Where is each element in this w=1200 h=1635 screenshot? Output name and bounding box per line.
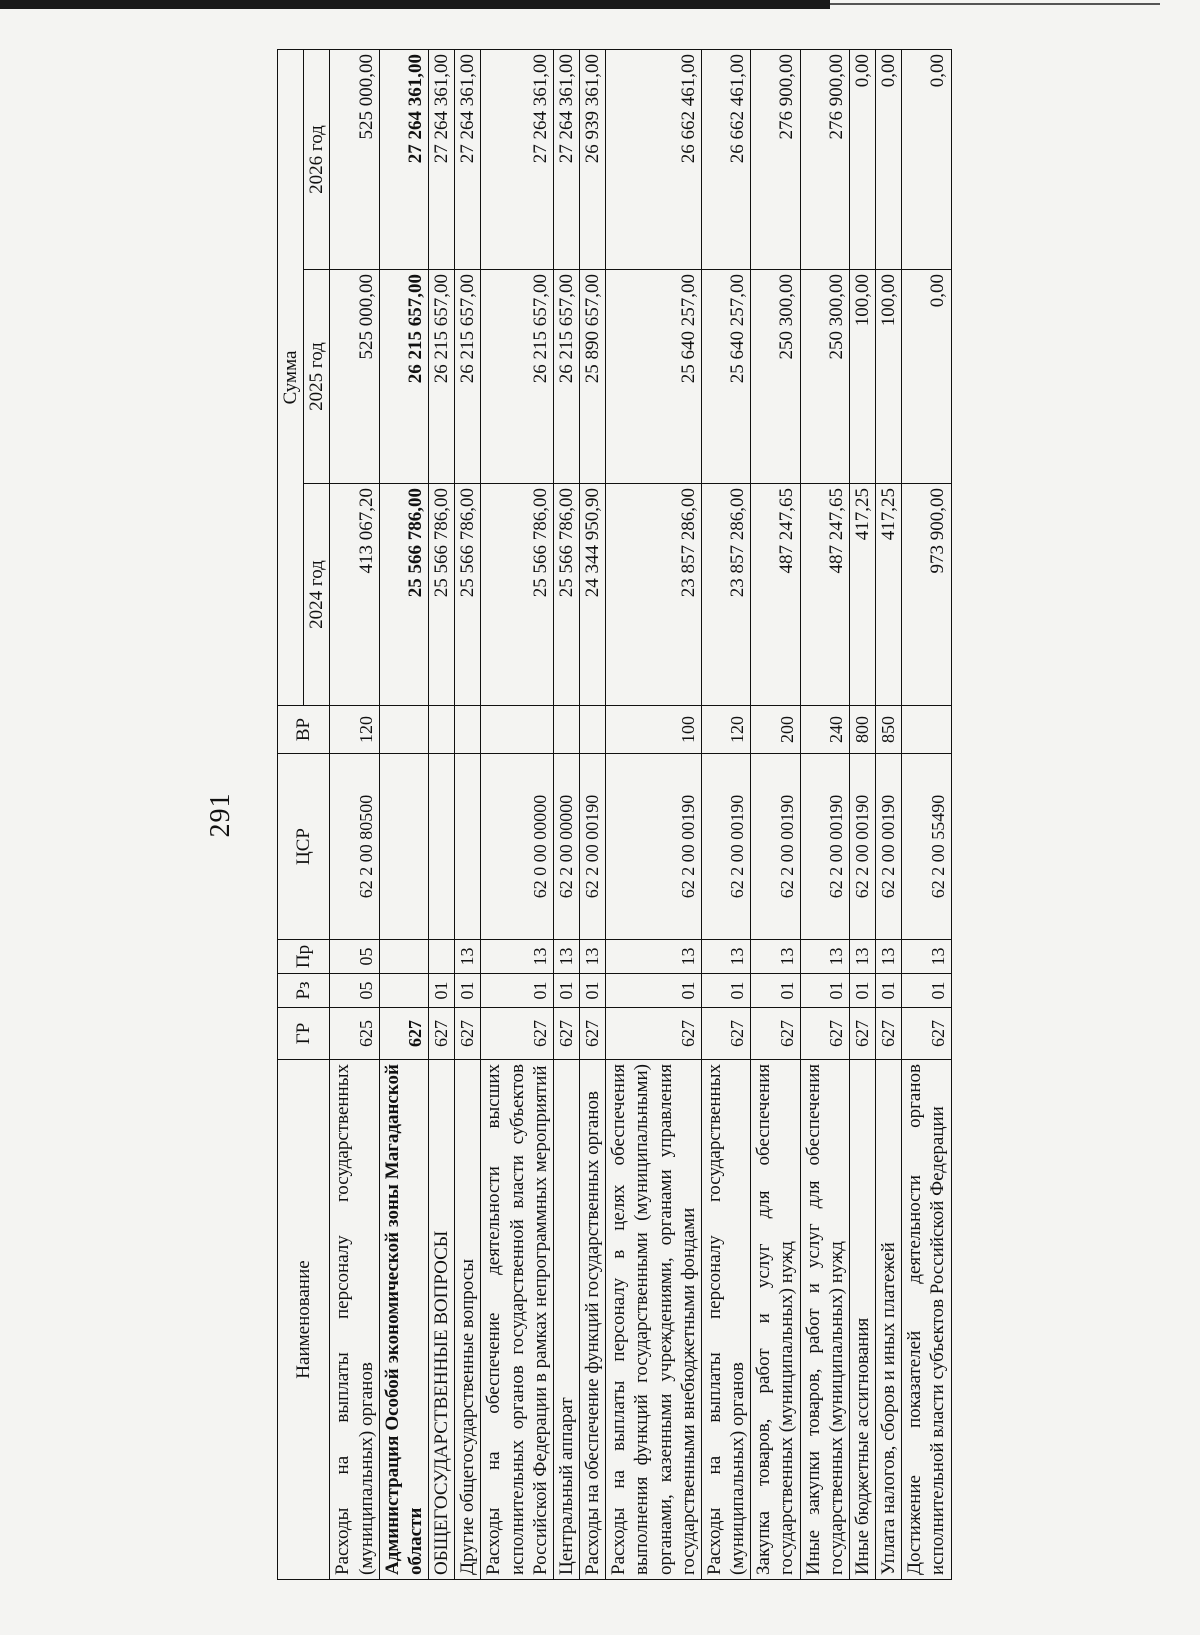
cell-rz: 01 <box>481 974 554 1008</box>
cell-2025: 26 215 657,00 <box>481 270 554 484</box>
cell-2024: 417,25 <box>876 484 902 706</box>
cell-name: Другие общегосударственные вопросы <box>455 1060 481 1580</box>
cell-pr <box>379 940 428 974</box>
cell-2025: 26 215 657,00 <box>429 270 455 484</box>
col-header-rz: Рз <box>278 974 330 1008</box>
table-row <box>481 50 554 1580</box>
col-header-sum: Сумма <box>278 50 304 706</box>
cell-name: Закупка товаров, работ и услуг для обеспечения государственных (муниципальных) нужд <box>751 1060 800 1580</box>
cell-vr <box>429 706 455 754</box>
cell-gr: 627 <box>553 1008 579 1060</box>
cell-gr: 627 <box>902 1008 951 1060</box>
cell-pr: 13 <box>849 940 875 974</box>
cell-2024: 25 566 786,00 <box>481 484 554 706</box>
cell-pr: 13 <box>800 940 849 974</box>
cell-2026: 276 900,00 <box>800 50 849 270</box>
cell-name: Расходы на выплаты персоналу государственных (муниципальных) органов <box>701 1060 750 1580</box>
cell-2024: 25 566 786,00 <box>553 484 579 706</box>
cell-name: Достижение показателей деятельности органов исполнительной власти субъектов Российской Федерации <box>902 1060 951 1580</box>
cell-2025: 26 215 657,00 <box>455 270 481 484</box>
cell-rz: 01 <box>849 974 875 1008</box>
cell-csr: 62 2 00 00190 <box>876 754 902 940</box>
table-row <box>751 50 800 1580</box>
col-header-pr: Пр <box>278 940 330 974</box>
table-row <box>455 50 481 1580</box>
cell-2024: 413 067,20 <box>330 484 379 706</box>
cell-rz: 01 <box>751 974 800 1008</box>
scan-top-border-thin <box>830 3 1160 5</box>
cell-gr: 627 <box>849 1008 875 1060</box>
col-header-gr: ГР <box>278 1008 330 1060</box>
cell-csr <box>379 754 428 940</box>
cell-rz: 01 <box>876 974 902 1008</box>
col-header-name: Наименование <box>278 1060 330 1580</box>
cell-rz: 01 <box>429 974 455 1008</box>
cell-2024: 23 857 286,00 <box>606 484 702 706</box>
cell-name: ОБЩЕГОСУДАРСТВЕННЫЕ ВОПРОСЫ <box>429 1060 455 1580</box>
cell-pr: 13 <box>580 940 606 974</box>
cell-vr: 850 <box>876 706 902 754</box>
cell-2025: 0,00 <box>902 270 951 484</box>
cell-2026: 27 264 361,00 <box>379 50 428 270</box>
rotated-page <box>205 50 1005 1580</box>
cell-csr: 62 2 00 00190 <box>580 754 606 940</box>
table-row <box>902 50 951 1580</box>
cell-rz: 01 <box>902 974 951 1008</box>
cell-vr: 800 <box>849 706 875 754</box>
cell-2026: 26 662 461,00 <box>606 50 702 270</box>
cell-vr: 100 <box>606 706 702 754</box>
cell-csr: 62 2 00 55490 <box>902 754 951 940</box>
table-row <box>701 50 750 1580</box>
cell-pr: 13 <box>751 940 800 974</box>
cell-pr: 13 <box>902 940 951 974</box>
table-row <box>580 50 606 1580</box>
cell-2026: 26 939 361,00 <box>580 50 606 270</box>
cell-rz: 01 <box>553 974 579 1008</box>
cell-2025: 100,00 <box>849 270 875 484</box>
table-row <box>606 50 702 1580</box>
cell-name: Расходы на обеспечение деятельности высших исполнительных органов государственной власти субъектов Российской Федерации в рамках непрограммных мероприятий <box>481 1060 554 1580</box>
cell-gr: 627 <box>580 1008 606 1060</box>
cell-2026: 27 264 361,00 <box>429 50 455 270</box>
cell-vr <box>902 706 951 754</box>
cell-rz: 05 <box>330 974 379 1008</box>
cell-gr: 627 <box>379 1008 428 1060</box>
cell-gr: 627 <box>606 1008 702 1060</box>
cell-2024: 487 247,65 <box>800 484 849 706</box>
cell-rz: 01 <box>800 974 849 1008</box>
cell-vr <box>455 706 481 754</box>
cell-2025: 25 640 257,00 <box>701 270 750 484</box>
cell-rz: 01 <box>455 974 481 1008</box>
cell-vr <box>553 706 579 754</box>
cell-csr: 62 2 00 00190 <box>800 754 849 940</box>
cell-2024: 25 566 786,00 <box>455 484 481 706</box>
cell-pr: 13 <box>481 940 554 974</box>
cell-2026: 27 264 361,00 <box>481 50 554 270</box>
cell-gr: 627 <box>701 1008 750 1060</box>
cell-pr: 13 <box>553 940 579 974</box>
cell-2024: 487 247,65 <box>751 484 800 706</box>
cell-name: Расходы на выплаты персоналу в целях обеспечения выполнения функций государственными (муниципальными) органами, казенными учреждениями, органами управления государственными внебюджетными фондами <box>606 1060 702 1580</box>
cell-2026: 525 000,00 <box>330 50 379 270</box>
cell-vr <box>580 706 606 754</box>
cell-gr: 625 <box>330 1008 379 1060</box>
cell-csr: 62 2 00 00000 <box>553 754 579 940</box>
cell-2026: 0,00 <box>876 50 902 270</box>
cell-2025: 26 215 657,00 <box>379 270 428 484</box>
cell-pr: 05 <box>330 940 379 974</box>
budget-table <box>277 49 952 1580</box>
cell-2026: 26 662 461,00 <box>701 50 750 270</box>
cell-name: Иные бюджетные ассигнования <box>849 1060 875 1580</box>
cell-name: Расходы на обеспечение функций государственных органов <box>580 1060 606 1580</box>
cell-2025: 250 300,00 <box>800 270 849 484</box>
cell-csr: 62 2 00 80500 <box>330 754 379 940</box>
cell-gr: 627 <box>800 1008 849 1060</box>
cell-pr <box>429 940 455 974</box>
table-row <box>800 50 849 1580</box>
cell-2025: 525 000,00 <box>330 270 379 484</box>
cell-2025: 25 890 657,00 <box>580 270 606 484</box>
cell-csr <box>455 754 481 940</box>
table-row <box>849 50 875 1580</box>
cell-name: Иные закупки товаров, работ и услуг для обеспечения государственных (муниципальных) нужд <box>800 1060 849 1580</box>
table-row <box>379 50 428 1580</box>
cell-gr: 627 <box>481 1008 554 1060</box>
cell-2024: 417,25 <box>849 484 875 706</box>
cell-2026: 276 900,00 <box>751 50 800 270</box>
cell-2025: 26 215 657,00 <box>553 270 579 484</box>
cell-rz: 01 <box>606 974 702 1008</box>
table-row <box>429 50 455 1580</box>
cell-name: Администрация Особой экономической зоны Магаданской области <box>379 1060 428 1580</box>
col-header-2026: 2026 год <box>304 50 330 270</box>
cell-pr: 13 <box>455 940 481 974</box>
cell-vr: 200 <box>751 706 800 754</box>
cell-pr: 13 <box>606 940 702 974</box>
cell-2024: 25 566 786,00 <box>379 484 428 706</box>
cell-gr: 627 <box>429 1008 455 1060</box>
cell-2026: 27 264 361,00 <box>455 50 481 270</box>
cell-rz <box>379 974 428 1008</box>
cell-2026: 0,00 <box>849 50 875 270</box>
col-header-2024: 2024 год <box>304 484 330 706</box>
cell-2025: 100,00 <box>876 270 902 484</box>
cell-2025: 25 640 257,00 <box>606 270 702 484</box>
cell-gr: 627 <box>876 1008 902 1060</box>
header-row <box>278 50 304 1580</box>
cell-csr: 62 2 00 00190 <box>849 754 875 940</box>
cell-rz: 01 <box>580 974 606 1008</box>
scan-top-border <box>0 0 830 9</box>
cell-name: Центральный аппарат <box>553 1060 579 1580</box>
cell-csr: 62 2 00 00190 <box>701 754 750 940</box>
cell-csr: 62 0 00 00000 <box>481 754 554 940</box>
cell-2024: 24 344 950,90 <box>580 484 606 706</box>
cell-gr: 627 <box>455 1008 481 1060</box>
cell-2026: 0,00 <box>902 50 951 270</box>
col-header-vr: ВР <box>278 706 330 754</box>
cell-2024: 973 900,00 <box>902 484 951 706</box>
cell-vr: 120 <box>330 706 379 754</box>
cell-2026: 27 264 361,00 <box>553 50 579 270</box>
cell-name: Расходы на выплаты персоналу государственных (муниципальных) органов <box>330 1060 379 1580</box>
cell-pr: 13 <box>701 940 750 974</box>
table-row <box>553 50 579 1580</box>
cell-csr: 62 2 00 00190 <box>606 754 702 940</box>
col-header-csr: ЦСР <box>278 754 330 940</box>
cell-csr <box>429 754 455 940</box>
page-number: 291 <box>205 792 236 838</box>
cell-2024: 25 566 786,00 <box>429 484 455 706</box>
col-header-2025: 2025 год <box>304 270 330 484</box>
cell-pr: 13 <box>876 940 902 974</box>
cell-name: Уплата налогов, сборов и иных платежей <box>876 1060 902 1580</box>
cell-vr: 240 <box>800 706 849 754</box>
cell-csr: 62 2 00 00190 <box>751 754 800 940</box>
cell-2024: 23 857 286,00 <box>701 484 750 706</box>
cell-vr <box>481 706 554 754</box>
cell-vr <box>379 706 428 754</box>
cell-2025: 250 300,00 <box>751 270 800 484</box>
table-row <box>330 50 379 1580</box>
cell-gr: 627 <box>751 1008 800 1060</box>
cell-vr: 120 <box>701 706 750 754</box>
cell-rz: 01 <box>701 974 750 1008</box>
table-row <box>876 50 902 1580</box>
